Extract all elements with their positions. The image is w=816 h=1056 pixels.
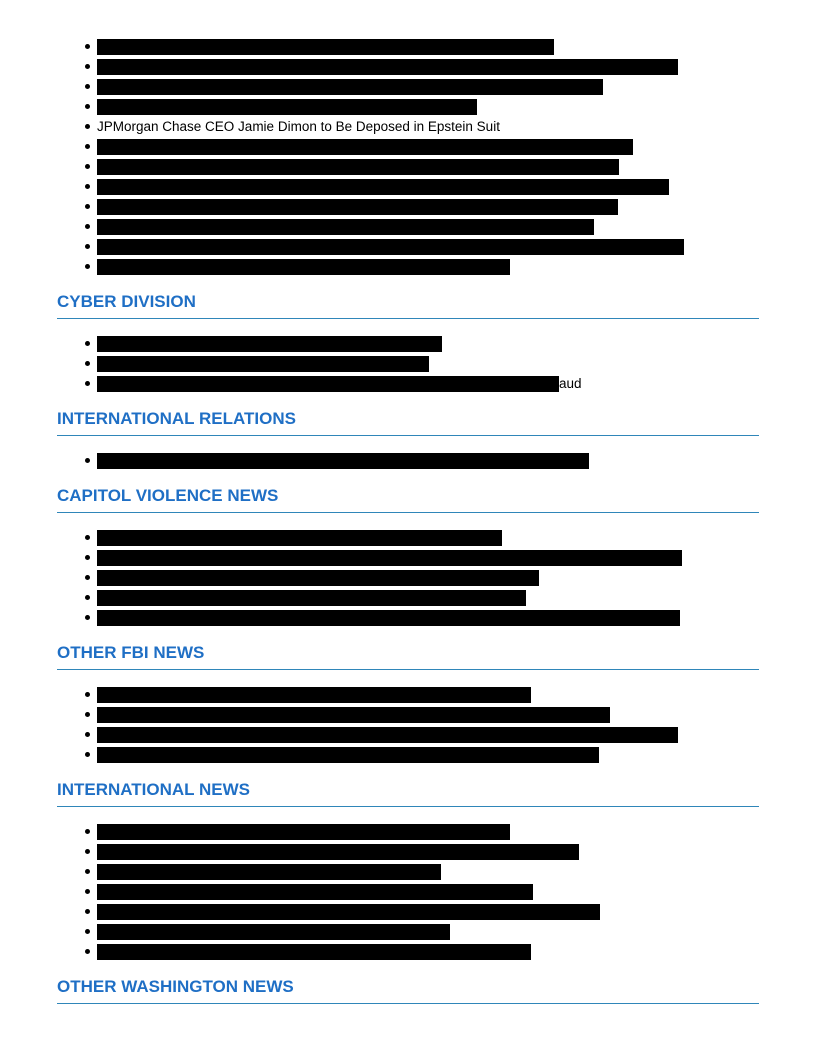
section-heading-international-news: INTERNATIONAL NEWS	[57, 780, 250, 799]
redaction-bar	[97, 884, 533, 900]
redaction-bar	[97, 844, 579, 860]
redaction-bar	[97, 747, 599, 763]
headline-fragment: aud	[559, 376, 582, 391]
redaction-bar	[97, 219, 594, 235]
redaction-bar	[97, 139, 633, 155]
redaction-bar	[97, 590, 526, 606]
section-divider	[57, 806, 759, 807]
redaction-bar	[97, 530, 502, 546]
bullet	[85, 732, 90, 737]
redaction-bar	[97, 453, 589, 469]
bullet	[85, 615, 90, 620]
redaction-bar	[97, 199, 618, 215]
bullet	[85, 381, 90, 386]
bullet	[85, 104, 90, 109]
redaction-bar	[97, 924, 450, 940]
redaction-bar	[97, 336, 442, 352]
redaction-bar	[97, 610, 680, 626]
bullet	[85, 124, 90, 129]
bullet	[85, 909, 90, 914]
redaction-bar	[97, 259, 510, 275]
section-divider	[57, 1003, 759, 1004]
section-divider	[57, 435, 759, 436]
bullet	[85, 929, 90, 934]
bullet	[85, 555, 90, 560]
bullet	[85, 204, 90, 209]
redaction-bar	[97, 79, 603, 95]
redaction-bar	[97, 944, 531, 960]
section-heading-capitol-violence-news: CAPITOL VIOLENCE NEWS	[57, 486, 279, 505]
redaction-bar	[97, 707, 610, 723]
bullet	[85, 341, 90, 346]
redaction-bar	[97, 159, 619, 175]
section-heading-other-washington-news: OTHER WASHINGTON NEWS	[57, 977, 294, 996]
bullet	[85, 595, 90, 600]
redaction-bar	[97, 904, 600, 920]
section-divider	[57, 669, 759, 670]
bullet	[85, 949, 90, 954]
redaction-bar	[97, 239, 684, 255]
bullet	[85, 44, 90, 49]
redaction-bar	[97, 550, 682, 566]
section-heading-other-fbi-news: OTHER FBI NEWS	[57, 643, 205, 662]
bullet	[85, 692, 90, 697]
redaction-bar	[97, 376, 559, 392]
bullet	[85, 575, 90, 580]
redaction-bar	[97, 687, 531, 703]
section-heading-international-relations: INTERNATIONAL RELATIONS	[57, 409, 296, 428]
bullet	[85, 849, 90, 854]
bullet	[85, 244, 90, 249]
redaction-bar	[97, 864, 441, 880]
bullet	[85, 361, 90, 366]
bullet	[85, 64, 90, 69]
redaction-bar	[97, 356, 429, 372]
bullet	[85, 184, 90, 189]
bullet	[85, 264, 90, 269]
redaction-bar	[97, 570, 539, 586]
redaction-bar	[97, 39, 554, 55]
section-divider	[57, 318, 759, 319]
bullet	[85, 869, 90, 874]
headline-link[interactable]: JPMorgan Chase CEO Jamie Dimon to Be Deposed in Epstein Suit	[97, 119, 500, 134]
redaction-bar	[97, 727, 678, 743]
bullet	[85, 224, 90, 229]
bullet	[85, 458, 90, 463]
section-divider	[57, 512, 759, 513]
section-heading-cyber-division: CYBER DIVISION	[57, 292, 196, 311]
bullet	[85, 84, 90, 89]
redaction-bar	[97, 59, 678, 75]
bullet	[85, 889, 90, 894]
redaction-bar	[97, 179, 669, 195]
bullet	[85, 164, 90, 169]
bullet	[85, 829, 90, 834]
bullet	[85, 144, 90, 149]
bullet	[85, 535, 90, 540]
redaction-bar	[97, 99, 477, 115]
bullet	[85, 752, 90, 757]
bullet	[85, 712, 90, 717]
redaction-bar	[97, 824, 510, 840]
